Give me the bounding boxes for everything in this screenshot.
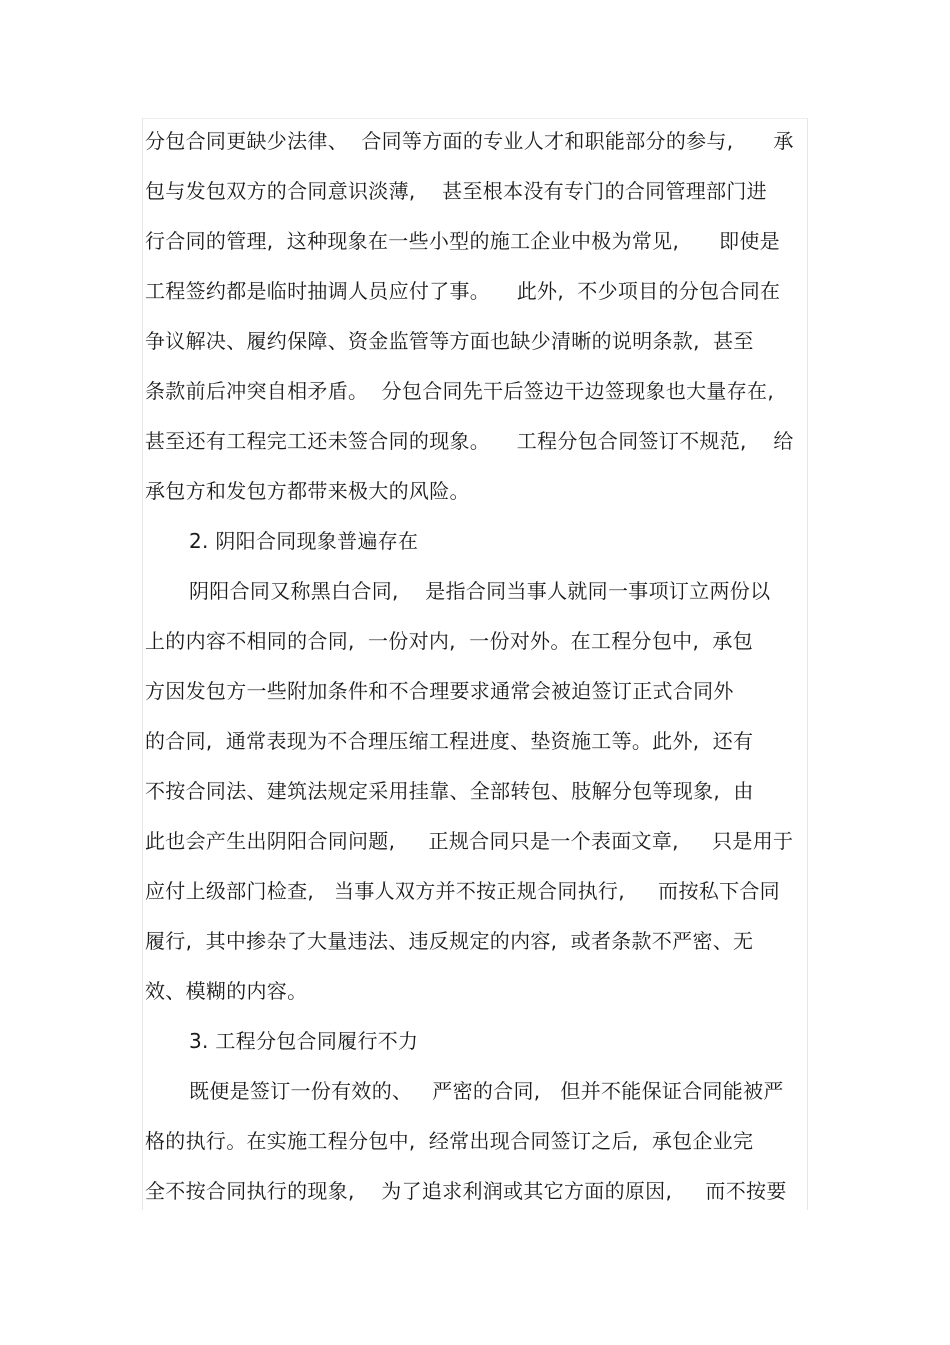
document-body [145, 122, 807, 1222]
page-border-top [142, 118, 807, 119]
page-border-right [807, 118, 808, 1210]
text-line: 分包合同更缺少法律、 合同等方面的专业人才和职能部分的参与, 承 [145, 129, 794, 153]
text-line: 方因发包方一些附加条件和不合理要求通常会被迫签订正式合同外 [145, 679, 734, 703]
text-line: 争议解决、履约保障、资金监管等方面也缺少清晰的说明条款, 甚至 [145, 329, 754, 353]
text-line: 行合同的管理, 这种现象在一些小型的施工企业中极为常见, 即使是 [145, 229, 780, 253]
text-line: 的合同, 通常表现为不合理压缩工程进度、垫资施工等。此外, 还有 [145, 729, 754, 753]
text-line: 应付上级部门检查, 当事人双方并不按正规合同执行, 而按私下合同 [145, 879, 780, 903]
page-border-left [142, 118, 143, 1210]
text-line: 条款前后冲突自相矛盾。 分包合同先干后签边干边签现象也大量存在, [145, 379, 774, 403]
text-line: 格的执行。在实施工程分包中, 经常出现合同签订之后, 承包企业完 [145, 1129, 754, 1153]
text-line: 甚至还有工程完工还未签合同的现象。 工程分包合同签订不规范, 给 [145, 429, 794, 453]
text-line: 效、模糊的内容。 [145, 979, 308, 1003]
text-line: 不按合同法、建筑法规定采用挂靠、全部转包、肢解分包等现象, 由 [145, 779, 754, 803]
paragraph-first-line: 阴阳合同又称黑白合同, 是指合同当事人就同一事项订立两份以 [189, 579, 771, 603]
text-line: 承包方和发包方都带来极大的风险。 [145, 479, 470, 503]
text-line: 工程签约都是临时抽调人员应付了事。 此外, 不少项目的分包合同在 [145, 279, 781, 303]
text-line: 全不按合同执行的现象, 为了追求利润或其它方面的原因, 而不按要 [145, 1179, 787, 1203]
section-heading-3: 3. 工程分包合同履行不力 [189, 1029, 419, 1053]
text-line: 上的内容不相同的合同, 一份对内, 一份对外。在工程分包中, 承包 [145, 629, 754, 653]
paragraph-first-line: 既便是签订一份有效的、 严密的合同, 但并不能保证合同能被严 [189, 1079, 784, 1103]
section-heading-2: 2. 阴阳合同现象普遍存在 [189, 529, 419, 553]
text-line: 履行, 其中掺杂了大量违法、违反规定的内容, 或者条款不严密、无 [145, 929, 754, 953]
text-line: 此也会产生出阴阳合同问题, 正规合同只是一个表面文章, 只是用于 [145, 829, 794, 853]
text-line: 包与发包双方的合同意识淡薄, 甚至根本没有专门的合同管理部门进 [145, 179, 767, 203]
